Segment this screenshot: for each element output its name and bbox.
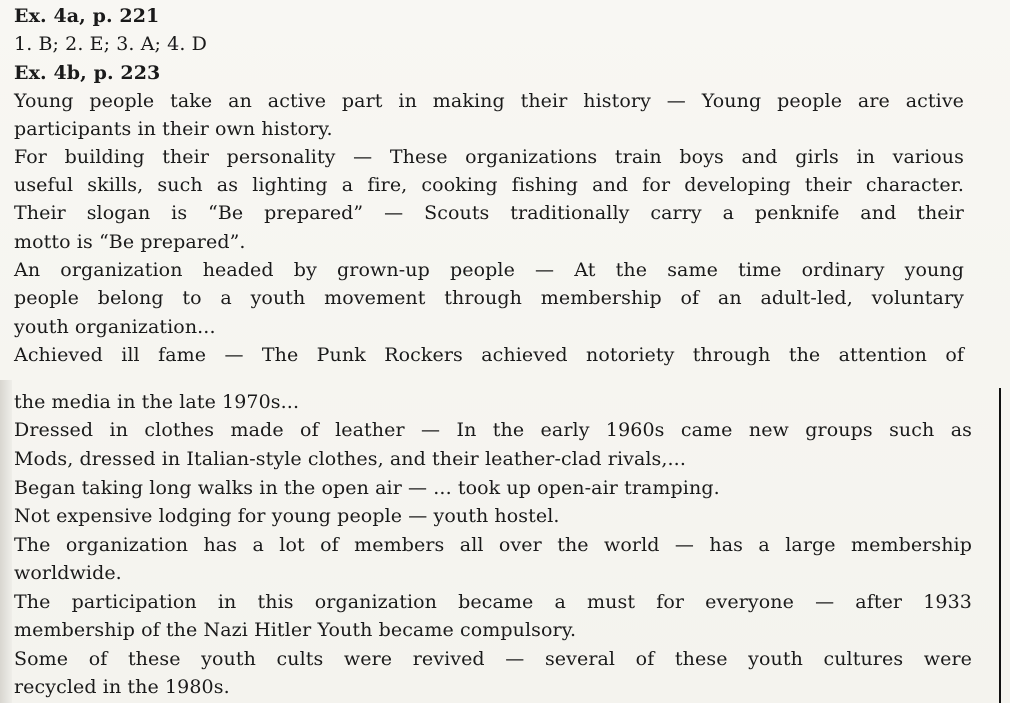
text-line: membership of the Nazi Hitler Youth became compulsory. — [14, 619, 577, 641]
page-edge-rule — [999, 388, 1001, 703]
text-line: An organization headed by grown-up people — At the same time ordinary young — [14, 259, 964, 281]
text-line: Began taking long walks in the open air — ... took up open-air tramping. — [14, 477, 720, 499]
text-line: useful skills, such as lighting a fire, cooking fishing and for developing their character. — [14, 174, 964, 196]
scan-shadow-strip — [0, 380, 12, 703]
text-line: participants in their own history. — [14, 118, 333, 140]
exercise-heading: Ex. 4a, p. 221 — [14, 5, 160, 27]
text-line: For building their personality — These organizations train boys and girls in various — [14, 146, 964, 168]
text-line: Achieved ill fame — The Punk Rockers achieved notoriety through the attention of — [14, 344, 964, 366]
text-line: worldwide. — [14, 562, 122, 584]
text-line: youth organization... — [14, 316, 216, 338]
text-line: Not expensive lodging for young people — youth hostel. — [14, 505, 560, 527]
text-line: the media in the late 1970s... — [14, 391, 300, 413]
text-line: motto is “Be prepared”. — [14, 231, 246, 253]
text-line: Mods, dressed in Italian-style clothes, and their leather-clad rivals,... — [14, 448, 686, 470]
text-line: The participation in this organization became a must for everyone — after 1933 — [14, 591, 972, 613]
text-line: Young people take an active part in making their history — Young people are active — [14, 90, 964, 112]
text-line: The organization has a lot of members all over the world — has a large membership — [14, 534, 972, 556]
text-line: Their slogan is “Be prepared” — Scouts traditionally carry a penknife and their — [14, 202, 964, 224]
text-line: Some of these youth cults were revived — several of these youth cultures were — [14, 648, 972, 670]
text-line: Dressed in clothes made of leather — In the early 1960s came new groups such as — [14, 419, 972, 441]
exercise-heading: Ex. 4b, p. 223 — [14, 62, 161, 84]
text-line: recycled in the 1980s. — [14, 676, 230, 698]
answer-key-line: 1. B; 2. E; 3. A; 4. D — [14, 33, 207, 55]
text-line: people belong to a youth movement through membership of an adult-led, voluntary — [14, 287, 964, 309]
